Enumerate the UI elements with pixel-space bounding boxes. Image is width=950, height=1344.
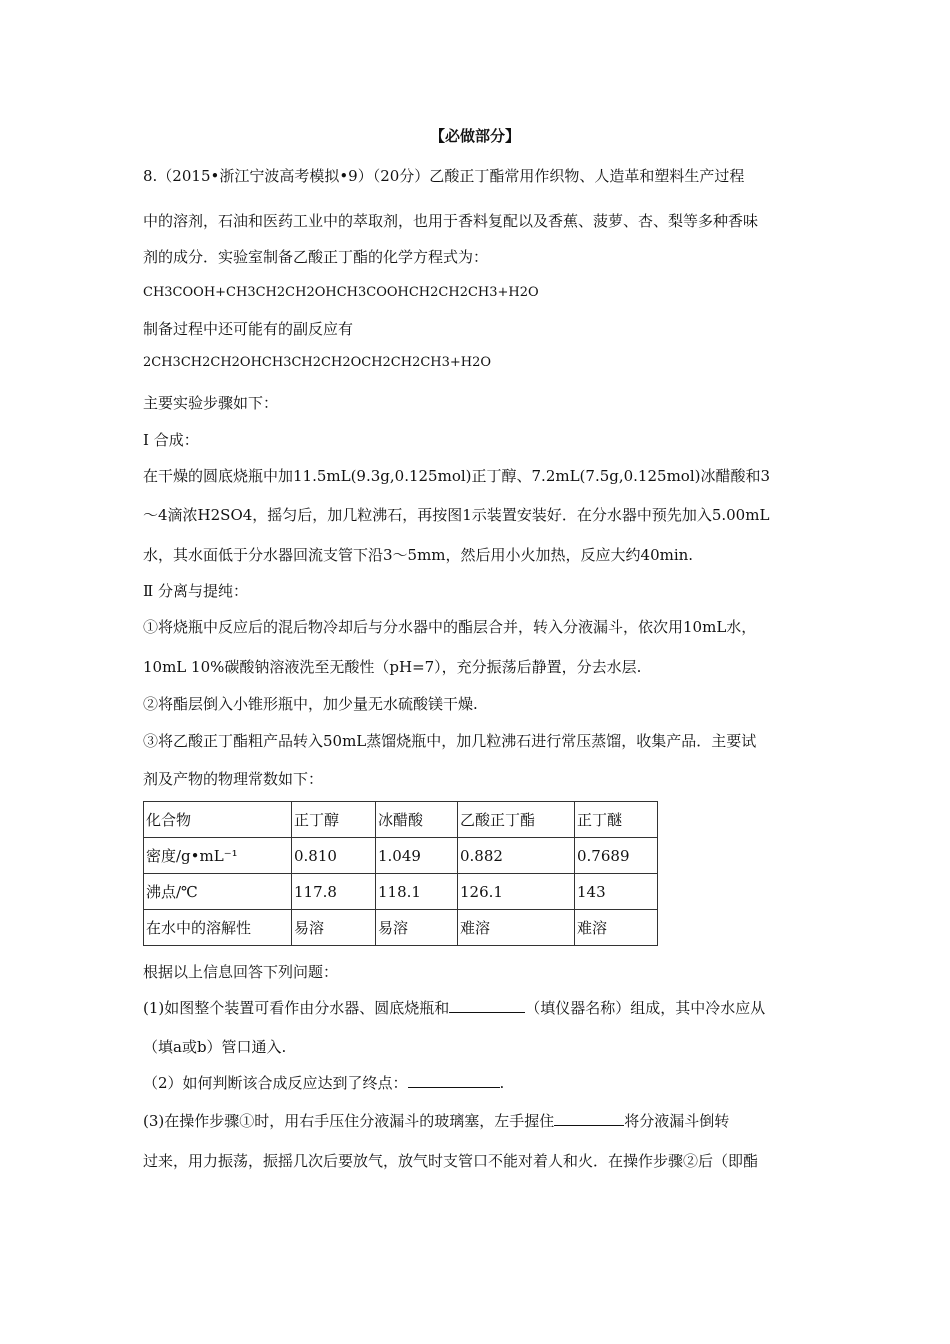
table-cell: 117.8 [292, 874, 376, 910]
answer-intro: 根据以上信息回答下列问题： [143, 963, 339, 981]
question-1-line-2: （填a或b）管口通入. [143, 1038, 287, 1056]
table-cell: 难溶 [458, 910, 575, 946]
table-cell: 1.049 [376, 838, 458, 874]
answer-blank[interactable] [449, 998, 525, 1013]
step-1-line-3: 水，其水面低于分水器回流支管下沿3～5mm，然后用小火加热，反应大约40min. [143, 546, 694, 564]
question-stem-line-2: 中的溶剂，石油和医药工业中的萃取剂，也用于香料复配以及香蕉、菠萝、杏、梨等多种香味 [143, 212, 759, 230]
table-row [144, 910, 658, 946]
question-1-text-before-blank: (1)如图整个装置可看作由分水器、圆底烧瓶和 [143, 999, 450, 1017]
table-cell: 沸点/℃ [144, 874, 292, 910]
table-row [144, 874, 658, 910]
side-equation: 2CH3CH2CH2OHCH3CH2CH2OCH2CH2CH3+H2O [143, 355, 492, 370]
table-cell: 难溶 [575, 910, 658, 946]
table-cell: 易溶 [292, 910, 376, 946]
table-cell: 在水中的溶解性 [144, 910, 292, 946]
main-equation: CH3COOH+CH3CH2CH2OHCH3COOHCH2CH2CH3+H2O [143, 285, 539, 300]
table-header-row [144, 802, 658, 838]
table-header-cell: 乙酸正丁酯 [458, 802, 575, 838]
steps-intro: 主要实验步骤如下： [143, 394, 279, 412]
table-cell: 0.882 [458, 838, 575, 874]
question-3-text-before-blank: (3)在操作步骤①时，用右手压住分液漏斗的玻璃塞，左手握住 [143, 1112, 555, 1130]
step-1-heading: Ⅰ 合成： [143, 431, 199, 449]
table-row [144, 838, 658, 874]
question-stem-line-1: 8.（2015•浙江宁波高考模拟•9）（20分）乙酸正丁酯常用作织物、人造革和塑料生产过程 [143, 167, 745, 185]
step-2-item-3-line-2: 剂及产物的物理常数如下： [143, 770, 324, 788]
table-header-cell: 化合物 [144, 802, 292, 838]
question-2-period: . [499, 1074, 505, 1092]
side-reaction-intro: 制备过程中还可能有的副反应有 [143, 320, 354, 338]
table-cell: 0.810 [292, 838, 376, 874]
table-header-cell: 冰醋酸 [376, 802, 458, 838]
table-cell: 0.7689 [575, 838, 658, 874]
step-1-line-1: 在干燥的圆底烧瓶中加11.5mL(9.3g,0.125mol)正丁醇、7.2mL(7.5g,0.125mol)冰醋酸和3 [143, 467, 771, 485]
table-cell: 126.1 [458, 874, 575, 910]
table-header-cell: 正丁醇 [292, 802, 376, 838]
question-2-text: （2）如何判断该合成反应达到了终点： [143, 1074, 408, 1092]
answer-blank[interactable] [408, 1073, 500, 1088]
step-2-heading: Ⅱ 分离与提纯： [143, 582, 248, 600]
section-title: 【必做部分】 [429, 127, 520, 145]
question-3-line-1 [143, 1110, 729, 1131]
step-2-item-3-line-1: ③将乙酸正丁酯粗产品转入50mL蒸馏烧瓶中，加几粒沸石进行常压蒸馏，收集产品．主要试 [143, 732, 757, 750]
physical-constants-table [143, 801, 658, 946]
question-1-line-1 [143, 997, 765, 1018]
table-cell: 易溶 [376, 910, 458, 946]
step-1-line-2: ～4滴浓H2SO4，摇匀后，加几粒沸石，再按图1示装置安装好．在分水器中预先加入5.00mL [143, 506, 770, 524]
question-3-text-after-blank: 将分液漏斗倒转 [624, 1112, 730, 1130]
table-header-cell: 正丁醚 [575, 802, 658, 838]
step-2-item-1-line-2: 10mL 10%碳酸钠溶液洗至无酸性（pH=7），充分振荡后静置，分去水层. [143, 658, 642, 676]
question-3-line-2: 过来，用力振荡，振摇几次后要放气，放气时支管口不能对着人和火．在操作步骤②后（即酯 [143, 1152, 759, 1170]
question-2-line [143, 1072, 504, 1093]
question-1-text-after-blank: （填仪器名称）组成，其中冷水应从 [525, 999, 766, 1017]
table-cell: 118.1 [376, 874, 458, 910]
answer-blank[interactable] [554, 1111, 624, 1126]
step-2-item-1-line-1: ①将烧瓶中反应后的混后物冷却后与分水器中的酯层合并，转入分液漏斗，依次用10mL水， [143, 618, 757, 636]
table-cell: 143 [575, 874, 658, 910]
question-stem-line-3: 剂的成分．实验室制备乙酸正丁酯的化学方程式为： [143, 248, 489, 266]
step-2-item-2: ②将酯层倒入小锥形瓶中，加少量无水硫酸镁干燥. [143, 695, 478, 713]
table-cell: 密度/g•mL⁻¹ [144, 838, 292, 874]
